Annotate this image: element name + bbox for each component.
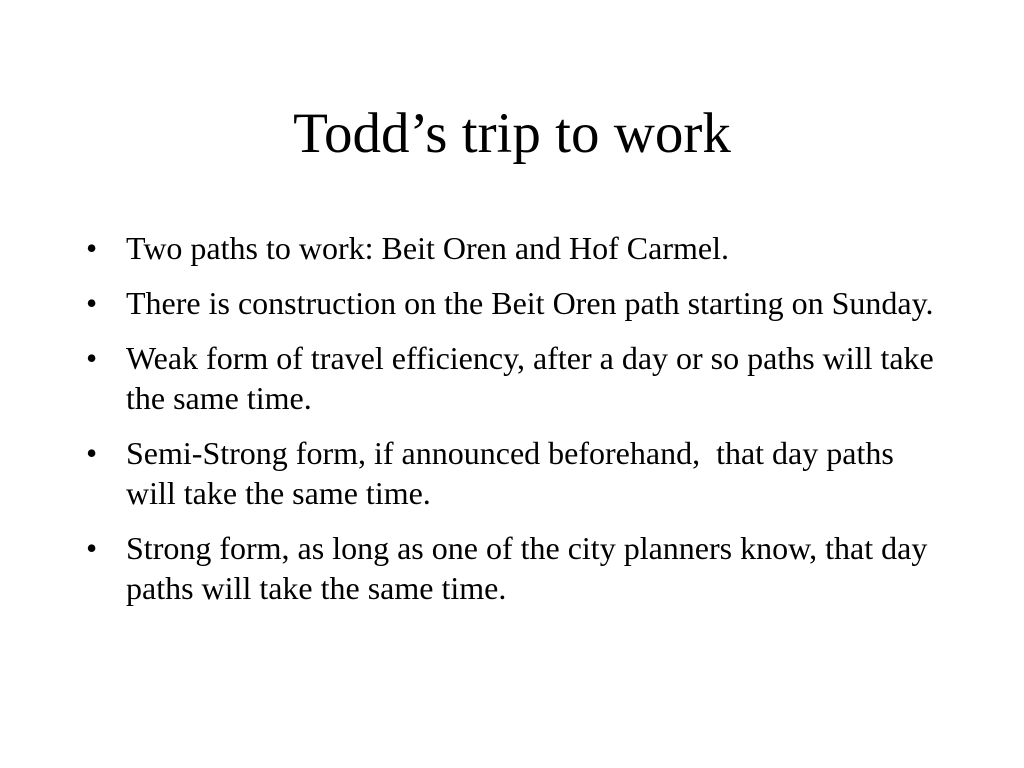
bullet-list	[86, 228, 946, 623]
bullet-item	[86, 228, 946, 268]
bullet-text: There is construction on the Beit Oren path starting on Sunday.	[126, 285, 934, 321]
bullet-item	[86, 283, 946, 323]
bullet-text: Strong form, as long as one of the city planners know, that day paths will take the same time.	[126, 530, 928, 606]
bullet-item	[86, 528, 946, 608]
bullet-point-icon: •	[86, 285, 98, 321]
bullet-text: Two paths to work: Beit Oren and Hof Carmel.	[126, 230, 729, 266]
bullet-point-icon: •	[86, 230, 98, 266]
slide-title: Todd’s trip to work	[293, 102, 731, 165]
bullet-point-icon: •	[86, 435, 98, 471]
bullet-point-icon: •	[86, 340, 98, 376]
bullet-point-icon: •	[86, 530, 98, 566]
bullet-item	[86, 433, 946, 513]
bullet-text: Semi-Strong form, if announced beforehand, that day paths will take the same time.	[126, 435, 902, 511]
bullet-text: Weak form of travel efficiency, after a day or so paths will take the same time.	[126, 340, 934, 416]
bullet-item	[86, 338, 946, 418]
